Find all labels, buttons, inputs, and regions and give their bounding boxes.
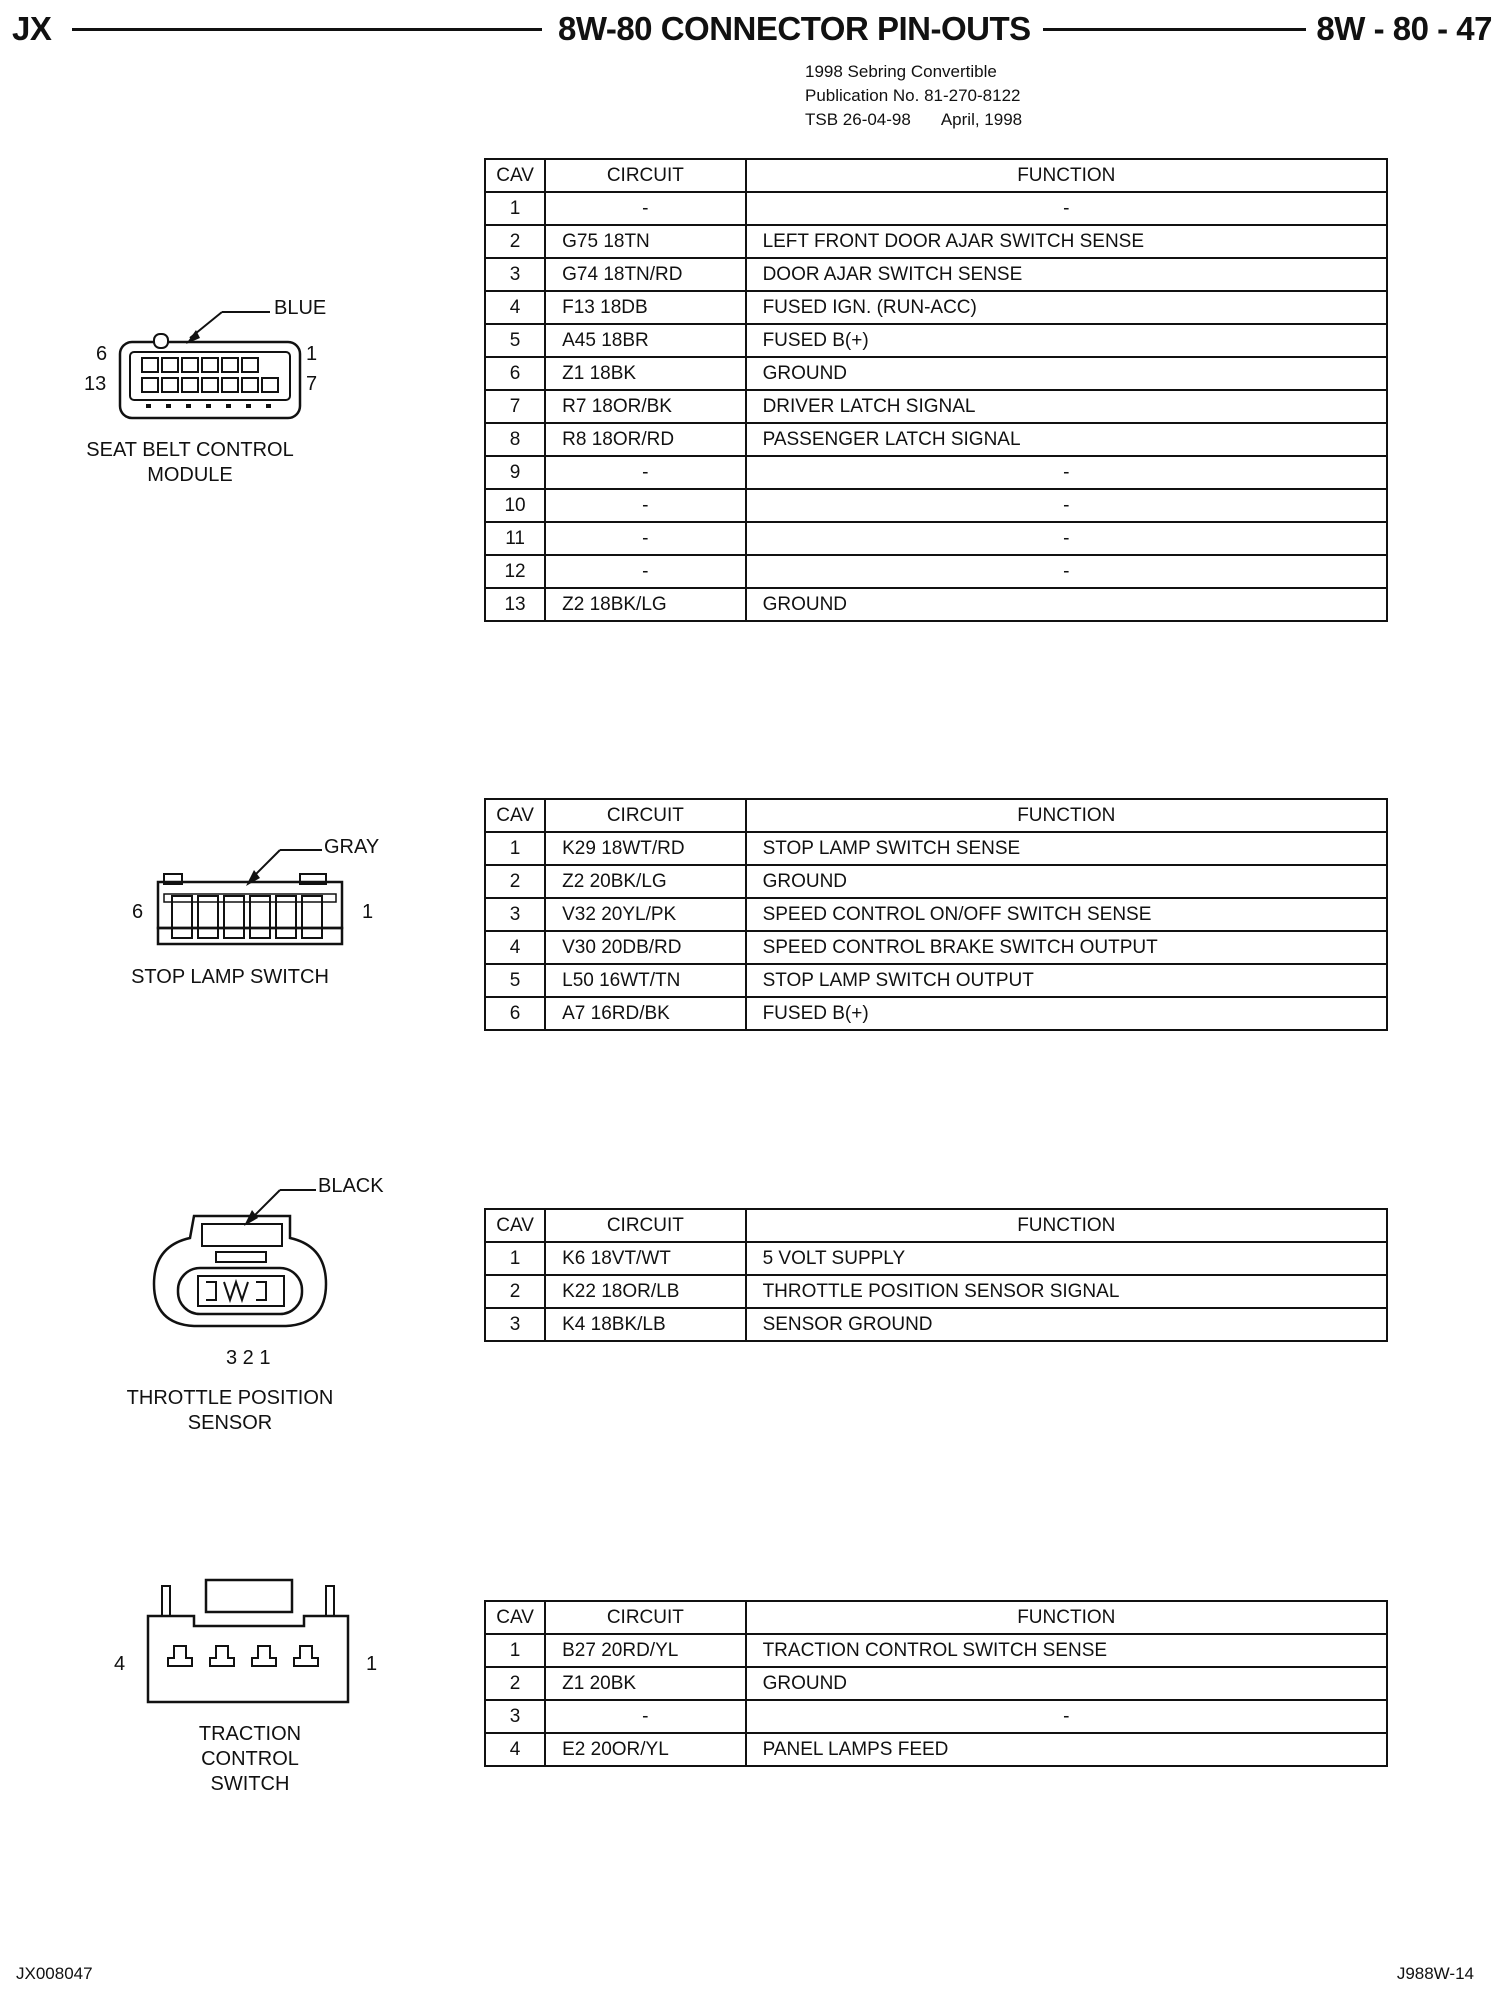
table-row xyxy=(485,258,1387,291)
header-rule-left xyxy=(72,28,542,31)
table-row xyxy=(485,489,1387,522)
table-row xyxy=(485,964,1387,997)
cav-cell: 6 xyxy=(485,357,545,390)
cav-cell: 11 xyxy=(485,522,545,555)
cav-cell: 10 xyxy=(485,489,545,522)
table-header-row xyxy=(485,1209,1387,1242)
function-cell: LEFT FRONT DOOR AJAR SWITCH SENSE xyxy=(746,225,1387,258)
circuit-cell: K22 18OR/LB xyxy=(545,1275,745,1308)
column-header-circuit: CIRCUIT xyxy=(545,1601,745,1634)
table-header-row xyxy=(485,159,1387,192)
circuit-cell: G75 18TN xyxy=(545,225,745,258)
table-row xyxy=(485,390,1387,423)
cav-cell: 5 xyxy=(485,324,545,357)
footer-left-code: JX008047 xyxy=(16,1964,93,1983)
table-row xyxy=(485,1700,1387,1733)
function-cell: DRIVER LATCH SIGNAL xyxy=(746,390,1387,423)
circuit-cell: L50 16WT/TN xyxy=(545,964,745,997)
pin-label: 7 xyxy=(306,373,318,395)
cav-cell: 1 xyxy=(485,192,545,225)
pin-label: 1 xyxy=(306,343,318,365)
table-row xyxy=(485,357,1387,390)
cav-cell: 12 xyxy=(485,555,545,588)
table-header-row xyxy=(485,799,1387,832)
publication-info xyxy=(805,60,1022,132)
column-header-function: FUNCTION xyxy=(746,1601,1387,1634)
cav-cell: 8 xyxy=(485,423,545,456)
circuit-cell: V32 20YL/PK xyxy=(545,898,745,931)
circuit-cell: R7 18OR/BK xyxy=(545,390,745,423)
function-cell: SENSOR GROUND xyxy=(746,1308,1387,1341)
connector-name-line: SENSOR xyxy=(187,1412,273,1434)
function-cell: STOP LAMP SWITCH OUTPUT xyxy=(746,964,1387,997)
circuit-cell: K29 18WT/RD xyxy=(545,832,745,865)
function-cell: GROUND xyxy=(746,588,1387,621)
connector-name xyxy=(140,1722,360,1797)
circuit-cell: K6 18VT/WT xyxy=(545,1242,745,1275)
table-row xyxy=(485,1275,1387,1308)
table-row xyxy=(485,865,1387,898)
connector-name-line: SEAT BELT CONTROL xyxy=(86,439,294,461)
pinout-table xyxy=(484,158,1388,622)
connector-color-label: BLACK xyxy=(318,1175,384,1197)
circuit-cell: Z1 20BK xyxy=(545,1667,745,1700)
column-header-cav: CAV xyxy=(485,799,545,832)
cav-cell: 1 xyxy=(485,832,545,865)
table-row xyxy=(485,555,1387,588)
function-cell: - xyxy=(746,456,1387,489)
circuit-cell: Z2 20BK/LG xyxy=(545,865,745,898)
stop-lamp-switch-connector-diagram xyxy=(150,838,350,958)
circuit-cell: A45 18BR xyxy=(545,324,745,357)
connector-name-line: TRACTION xyxy=(198,1723,302,1745)
column-header-cav: CAV xyxy=(485,1209,545,1242)
column-header-circuit: CIRCUIT xyxy=(545,799,745,832)
tsb-number: TSB 26-04-98 xyxy=(805,110,911,129)
cav-cell: 1 xyxy=(485,1242,545,1275)
column-header-circuit: CIRCUIT xyxy=(545,1209,745,1242)
connector-name-line: THROTTLE POSITION xyxy=(126,1387,334,1409)
circuit-cell: B27 20RD/YL xyxy=(545,1634,745,1667)
pin-label: 6 xyxy=(132,901,144,923)
function-cell: PASSENGER LATCH SIGNAL xyxy=(746,423,1387,456)
function-cell: - xyxy=(746,192,1387,225)
circuit-cell: A7 16RD/BK xyxy=(545,997,745,1030)
circuit-cell: Z2 18BK/LG xyxy=(545,588,745,621)
function-cell: 5 VOLT SUPPLY xyxy=(746,1242,1387,1275)
cav-cell: 2 xyxy=(485,1275,545,1308)
function-cell: SPEED CONTROL ON/OFF SWITCH SENSE xyxy=(746,898,1387,931)
circuit-cell: - xyxy=(545,489,745,522)
circuit-cell: R8 18OR/RD xyxy=(545,423,745,456)
connector-name-line: SWITCH xyxy=(210,1773,290,1795)
column-header-function: FUNCTION xyxy=(746,1209,1387,1242)
table-row xyxy=(485,1733,1387,1766)
page-title: 8W-80 CONNECTOR PIN-OUTS xyxy=(546,8,1043,50)
cav-cell: 5 xyxy=(485,964,545,997)
table-row xyxy=(485,931,1387,964)
table-row xyxy=(485,588,1387,621)
table-row xyxy=(485,1634,1387,1667)
tsb-line xyxy=(805,108,1022,132)
function-cell: GROUND xyxy=(746,357,1387,390)
connector-color-label: BLUE xyxy=(274,297,327,319)
table-row xyxy=(485,832,1387,865)
connector-name xyxy=(110,965,350,990)
function-cell: - xyxy=(746,555,1387,588)
function-cell: - xyxy=(746,522,1387,555)
table-row xyxy=(485,1308,1387,1341)
cav-cell: 2 xyxy=(485,865,545,898)
table-row xyxy=(485,456,1387,489)
circuit-cell: - xyxy=(545,192,745,225)
connector-name xyxy=(80,438,300,488)
cav-cell: 3 xyxy=(485,1308,545,1341)
connector-name-line: CONTROL xyxy=(201,1748,299,1770)
table-row xyxy=(485,192,1387,225)
cav-cell: 3 xyxy=(485,258,545,291)
page-number: 8W - 80 - 47 xyxy=(1306,8,1492,50)
circuit-cell: - xyxy=(545,522,745,555)
pinout-table xyxy=(484,798,1388,1031)
cav-cell: 4 xyxy=(485,291,545,324)
function-cell: FUSED B(+) xyxy=(746,997,1387,1030)
connector-color-label: GRAY xyxy=(324,836,380,858)
table-row xyxy=(485,1242,1387,1275)
connector-name-line: STOP LAMP SWITCH xyxy=(131,966,329,988)
section-code: JX xyxy=(12,8,59,50)
circuit-cell: K4 18BK/LB xyxy=(545,1308,745,1341)
table-row xyxy=(485,423,1387,456)
cav-cell: 3 xyxy=(485,1700,545,1733)
table-row xyxy=(485,225,1387,258)
seat-belt-module-connector-diagram xyxy=(110,300,310,420)
pinout-table xyxy=(484,1208,1388,1342)
header-rule-right xyxy=(992,28,1338,31)
circuit-cell: G74 18TN/RD xyxy=(545,258,745,291)
table-row xyxy=(485,898,1387,931)
pin-label: 4 xyxy=(114,1653,126,1675)
pin-label: 6 xyxy=(96,343,108,365)
function-cell: - xyxy=(746,489,1387,522)
table-row xyxy=(485,997,1387,1030)
table-header-row xyxy=(485,1601,1387,1634)
cav-cell: 2 xyxy=(485,1667,545,1700)
column-header-function: FUNCTION xyxy=(746,799,1387,832)
cav-cell: 1 xyxy=(485,1634,545,1667)
function-cell: - xyxy=(746,1700,1387,1733)
cav-cell: 4 xyxy=(485,931,545,964)
publication-number: Publication No. 81-270-8122 xyxy=(805,86,1021,105)
function-cell: SPEED CONTROL BRAKE SWITCH OUTPUT xyxy=(746,931,1387,964)
column-header-cav: CAV xyxy=(485,1601,545,1634)
circuit-cell: F13 18DB xyxy=(545,291,745,324)
circuit-cell: - xyxy=(545,456,745,489)
function-cell: FUSED B(+) xyxy=(746,324,1387,357)
circuit-cell: Z1 18BK xyxy=(545,357,745,390)
function-cell: GROUND xyxy=(746,1667,1387,1700)
circuit-cell: E2 20OR/YL xyxy=(545,1733,745,1766)
pinout-table xyxy=(484,1600,1388,1767)
cav-cell: 4 xyxy=(485,1733,545,1766)
table-row xyxy=(485,1667,1387,1700)
function-cell: STOP LAMP SWITCH SENSE xyxy=(746,832,1387,865)
function-cell: FUSED IGN. (RUN-ACC) xyxy=(746,291,1387,324)
connector-name-line: MODULE xyxy=(147,464,233,486)
cav-cell: 13 xyxy=(485,588,545,621)
connector-name xyxy=(120,1386,340,1436)
function-cell: GROUND xyxy=(746,865,1387,898)
pin-label: 1 xyxy=(362,901,374,923)
pin-label: 3 2 1 xyxy=(226,1347,271,1369)
column-header-circuit: CIRCUIT xyxy=(545,159,745,192)
cav-cell: 9 xyxy=(485,456,545,489)
footer-right-code: J988W-14 xyxy=(1396,1964,1474,1983)
table-row xyxy=(485,324,1387,357)
pin-label: 1 xyxy=(366,1653,378,1675)
function-cell: THROTTLE POSITION SENSOR SIGNAL xyxy=(746,1275,1387,1308)
circuit-cell: V30 20DB/RD xyxy=(545,931,745,964)
cav-cell: 7 xyxy=(485,390,545,423)
traction-control-switch-connector-diagram xyxy=(134,1576,364,1706)
tsb-date: April, 1998 xyxy=(940,110,1023,129)
cav-cell: 2 xyxy=(485,225,545,258)
function-cell: PANEL LAMPS FEED xyxy=(746,1733,1387,1766)
page-header xyxy=(12,8,1492,50)
function-cell: TRACTION CONTROL SWITCH SENSE xyxy=(746,1634,1387,1667)
table-row xyxy=(485,522,1387,555)
cav-cell: 3 xyxy=(485,898,545,931)
model-line: 1998 Sebring Convertible xyxy=(805,62,997,81)
pin-label: 13 xyxy=(84,373,107,395)
table-row xyxy=(485,291,1387,324)
circuit-cell: - xyxy=(545,1700,745,1733)
column-header-function: FUNCTION xyxy=(746,159,1387,192)
column-header-cav: CAV xyxy=(485,159,545,192)
circuit-cell: - xyxy=(545,555,745,588)
throttle-position-sensor-connector-diagram xyxy=(150,1176,330,1336)
function-cell: DOOR AJAR SWITCH SENSE xyxy=(746,258,1387,291)
cav-cell: 6 xyxy=(485,997,545,1030)
